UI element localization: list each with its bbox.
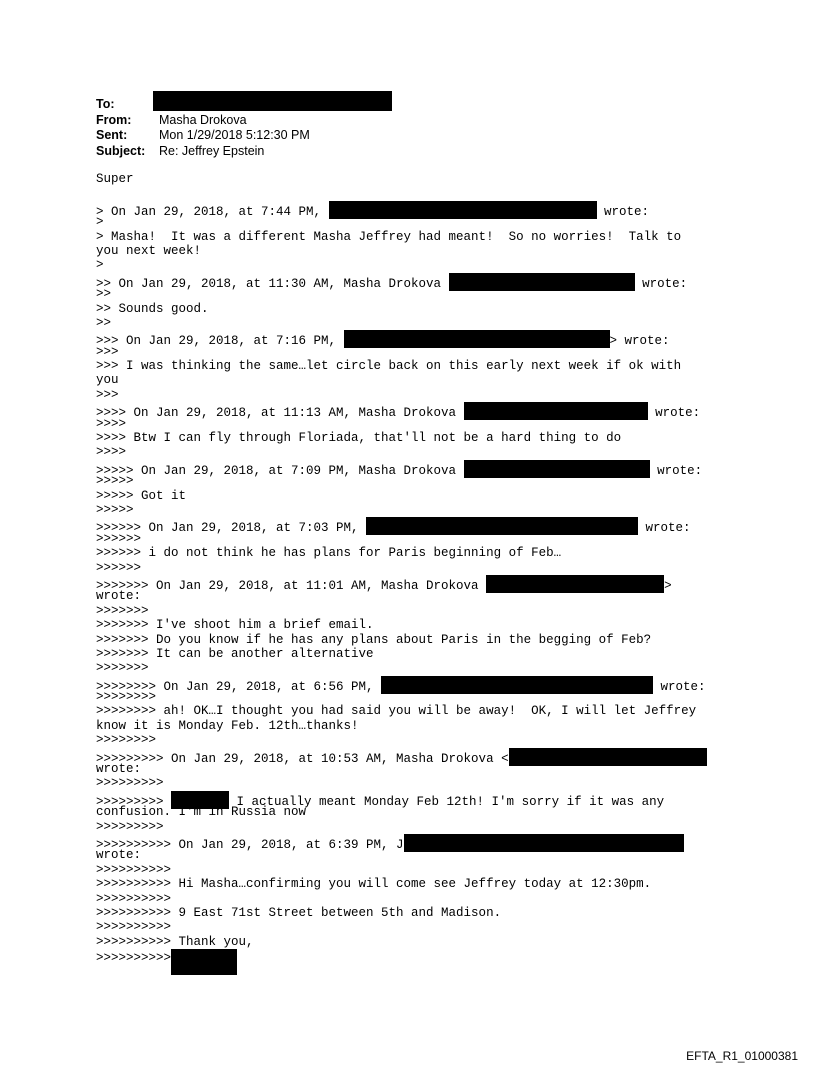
body-line: >>>>>>> I've shoot him a brief email.	[96, 618, 374, 633]
body-line: >>>>>>>>>> 9 East 71st Street between 5th and Madison.	[96, 905, 502, 920]
quote-header-text: >> On Jan 29, 2018, at 11:30 AM, Masha Drokova	[96, 276, 449, 291]
body-line: >> Sounds good.	[96, 301, 209, 316]
quote-header-wrote: wrote:	[647, 406, 701, 421]
quote-header-line	[96, 575, 726, 593]
body-line: >>>>	[96, 416, 127, 431]
body-line: >>>>>> i do not think he has plans for Paris beginning of Feb…	[96, 546, 562, 561]
body-line: >>>>>>>>>>	[96, 891, 172, 906]
body-line: >>>>>>>	[96, 603, 149, 618]
body-line: >	[96, 258, 104, 273]
body-line: >>>>>>>> ah! OK…I thought you had said you will be away! OK, I will let Jeffrey	[96, 704, 697, 719]
body-line: >>>>>>>>>>	[96, 920, 172, 935]
quote-header-line	[96, 748, 726, 766]
quote-header-line	[96, 460, 726, 478]
body-line	[96, 791, 726, 809]
to-label: To:	[96, 97, 115, 111]
subject-label: Subject:	[96, 143, 146, 158]
body-line: >>>>>>	[96, 531, 142, 546]
body-line: >>>>> Got it	[96, 488, 187, 503]
from-label: From:	[96, 112, 132, 127]
quote-header-text: >>>>>> On Jan 29, 2018, at 7:03 PM,	[96, 521, 367, 536]
quote-header-text: >>> On Jan 29, 2018, at 7:16 PM,	[96, 334, 344, 349]
body-line: Super	[96, 172, 134, 186]
quote-header-wrote: > wrote:	[609, 334, 670, 349]
body-line: you	[96, 373, 119, 388]
sent-label: Sent:	[96, 128, 128, 142]
body-line: >>>>>>>>	[96, 690, 157, 705]
body-line: >>>>>	[96, 474, 134, 489]
quote-header-text: >>>>> On Jan 29, 2018, at 7:09 PM, Masha Drokova	[96, 463, 464, 478]
body-line: >>>>>>>>	[96, 733, 157, 748]
body-line: >>>> Btw I can fly through Floriada, that'll not be a hard thing to do	[96, 431, 622, 446]
body-line: >>>>>>>>>> Thank you,	[96, 934, 254, 949]
quote-header-line	[96, 330, 726, 349]
quote-prefix: >>>>>>>>>>	[96, 951, 172, 966]
body-line: >	[96, 215, 104, 230]
quote-header-wrote: wrote:	[634, 276, 688, 291]
body-line: wrote:	[96, 589, 142, 604]
quote-header-text: > On Jan 29, 2018, at 7:44 PM,	[96, 204, 329, 219]
quote-header-text: >>>>>>>>>> On Jan 29, 2018, at 6:39 PM, J	[96, 837, 404, 852]
body-text: I actually meant Monday Feb 12th! I'm sorry if it was any	[229, 794, 665, 809]
redaction-box	[171, 949, 237, 975]
body-line	[96, 949, 726, 966]
body-line: >>>>>>>	[96, 661, 149, 676]
quote-header-line	[96, 273, 726, 291]
body-line: >>>>>>>>>	[96, 776, 164, 791]
quote-header-line	[96, 676, 726, 694]
quote-header-bracket: >	[664, 578, 672, 593]
body-line: wrote:	[96, 848, 142, 863]
body-line: confusion. I'm in Russia now	[96, 805, 307, 820]
body-line: >>>>	[96, 445, 127, 460]
body-line: >>>>>>> It can be another alternative	[96, 646, 374, 661]
body-line: >>>>>	[96, 502, 134, 517]
quote-header-text: >>>>>>>> On Jan 29, 2018, at 6:56 PM,	[96, 679, 382, 694]
body-line: wrote:	[96, 762, 142, 777]
quote-header-text: >>>>>>> On Jan 29, 2018, at 11:01 AM, Masha Drokova	[96, 578, 487, 593]
body-line: >>>>>>>>>	[96, 819, 164, 834]
body-line: >>>	[96, 344, 119, 359]
body-line: >>>	[96, 387, 119, 402]
quote-header-line	[96, 834, 726, 852]
quote-header-text: >>>>>>>>> On Jan 29, 2018, at 10:53 AM, Masha Drokova <	[96, 751, 509, 766]
body-line: >>>>>>>>>>	[96, 862, 172, 877]
body-line: >>>>>>	[96, 560, 142, 575]
quote-header-wrote: wrote:	[649, 463, 703, 478]
body-line: know it is Monday Feb. 12th…thanks!	[96, 718, 359, 733]
redaction-box	[153, 91, 392, 111]
body-line: >>	[96, 315, 112, 330]
quote-header-wrote: wrote:	[638, 521, 691, 536]
quote-header-wrote: wrote:	[596, 204, 650, 219]
quote-header-line	[96, 517, 726, 536]
subject-value: Re: Jeffrey Epstein	[159, 143, 265, 158]
quote-header-text: >>>> On Jan 29, 2018, at 11:13 AM, Masha Drokova	[96, 406, 464, 421]
body-line: >>>>>>>>>> Hi Masha…confirming you will come see Jeffrey today at 12:30pm.	[96, 877, 652, 892]
document-id: EFTA_R1_01000381	[686, 1049, 798, 1063]
quote-prefix: >>>>>>>>>	[96, 794, 172, 809]
quote-header-wrote: wrote:	[653, 679, 706, 694]
quote-header-line	[96, 402, 726, 421]
quote-header-line	[96, 201, 726, 219]
sent-value: Mon 1/29/2018 5:12:30 PM	[159, 128, 310, 142]
body-line: > Masha! It was a different Masha Jeffrey had meant! So no worries! Talk to	[96, 229, 682, 244]
body-line: >>>>>>> Do you know if he has any plans about Paris in the begging of Feb?	[96, 632, 652, 647]
body-line: you next week!	[96, 243, 202, 258]
from-value: Masha Drokova	[159, 112, 247, 127]
body-line: >>	[96, 287, 112, 302]
body-line: >>> I was thinking the same…let circle back on this early next week if ok with	[96, 359, 682, 374]
email-body	[96, 172, 726, 966]
